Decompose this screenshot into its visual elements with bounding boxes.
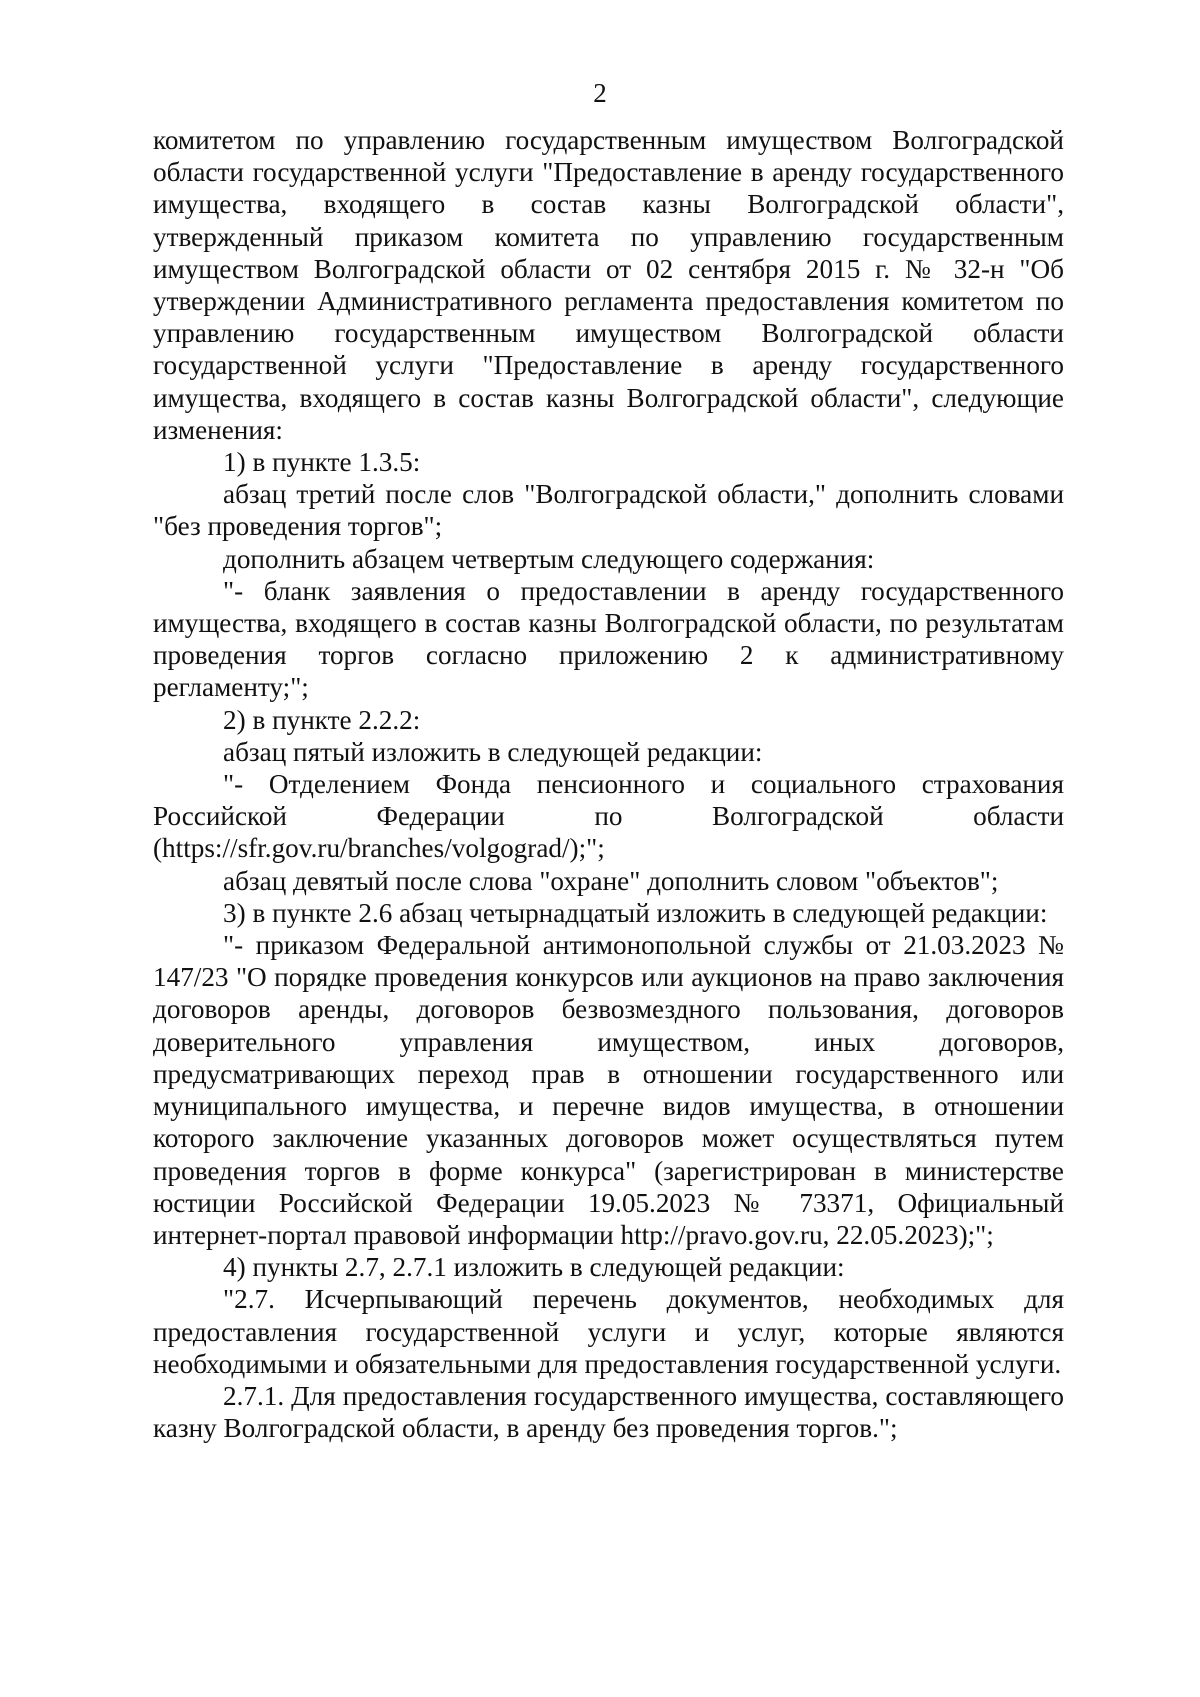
paragraph-item-2-abzac-5: абзац пятый изложить в следующей редакции: [223,736,763,767]
paragraph-item-2-abzac-9: абзац девятый после слова "охране" дополнить словом "объектов"; [223,865,999,896]
page-number: 2 [593,78,607,108]
paragraph-intro: комитетом по управлению государственным имуществом Волгоградской области государственной услуги "Предоставление в аренду государственного имущества, входящего в состав казны Волгоградской области", утвержденный приказом комитета по управлению государственным имуществом Волгоградской области от 02 сентября 2015 г. № 32-н "Об утверждении Административного регламента предоставления комитетом по управлению государственным имуществом Волгоградской области государственной услуги "Предоставление в аренду государственного имущества, входящего в состав казны Волгоградской области", следующие изменения: [153,125,1064,445]
paragraph-item-2: 2) в пункте 2.2.2: [223,704,421,735]
document-body [153,124,1064,1444]
paragraph-item-1-abzac-3: абзац третий после слов "Волгоградской области," дополнить словами "без проведения торгов"; [153,479,1064,542]
paragraph-item-1-add-abzac-4: дополнить абзацем четвертым следующего содержания: [223,543,875,574]
paragraph-item-1-quote: "- бланк заявления о предоставлении в аренду государственного имущества, входящего в состав казны Волгоградской области, по результатам проведения торгов согласно приложению 2 к административному регламенту;"; [153,575,1064,703]
paragraph-item-3: 3) в пункте 2.6 абзац четырнадцатый изложить в следующей редакции: [223,897,1048,928]
paragraph-item-4-quote-2-7-1: 2.7.1. Для предоставления государственного имущества, составляющего казну Волгоградской области, в аренду без проведения торгов."; [153,1380,1064,1444]
paragraph-item-4: 4) пункты 2.7, 2.7.1 изложить в следующей редакции: [223,1252,845,1283]
paragraph-item-2-quote: "- Отделением Фонда пенсионного и социального страхования Российской Федерации по Волгоградской области (https://sfr.gov.ru/branches/volgograd/);"; [153,769,1064,864]
paragraph-item-3-quote: "- приказом Федеральной антимонопольной службы от 21.03.2023 № 147/23 "О порядке проведения конкурсов или аукционов на право заключения договоров аренды, договоров безвозмездного пользования, договоров доверительного управления имуществом, иных договоров, предусматривающих переход прав в отношении государственного или муниципального имущества, и перечне видов имущества, в отношении которого заключение указанных договоров может осуществляться путем проведения торгов в форме конкурса" (зарегистрирован в министерстве юстиции Российской Федерации 19.05.2023 № 73371, Официальный интернет-портал правовой информации http://pravo.gov.ru, 22.05.2023);"; [153,930,1064,1250]
paragraph-item-4-quote-2-7: "2.7. Исчерпывающий перечень документов, необходимых для предоставления государственной услуги и услуг, которые являются необходимыми и обязательными для предоставления государственной услуги. [153,1284,1064,1379]
paragraph-item-1: 1) в пункте 1.3.5: [223,447,421,478]
